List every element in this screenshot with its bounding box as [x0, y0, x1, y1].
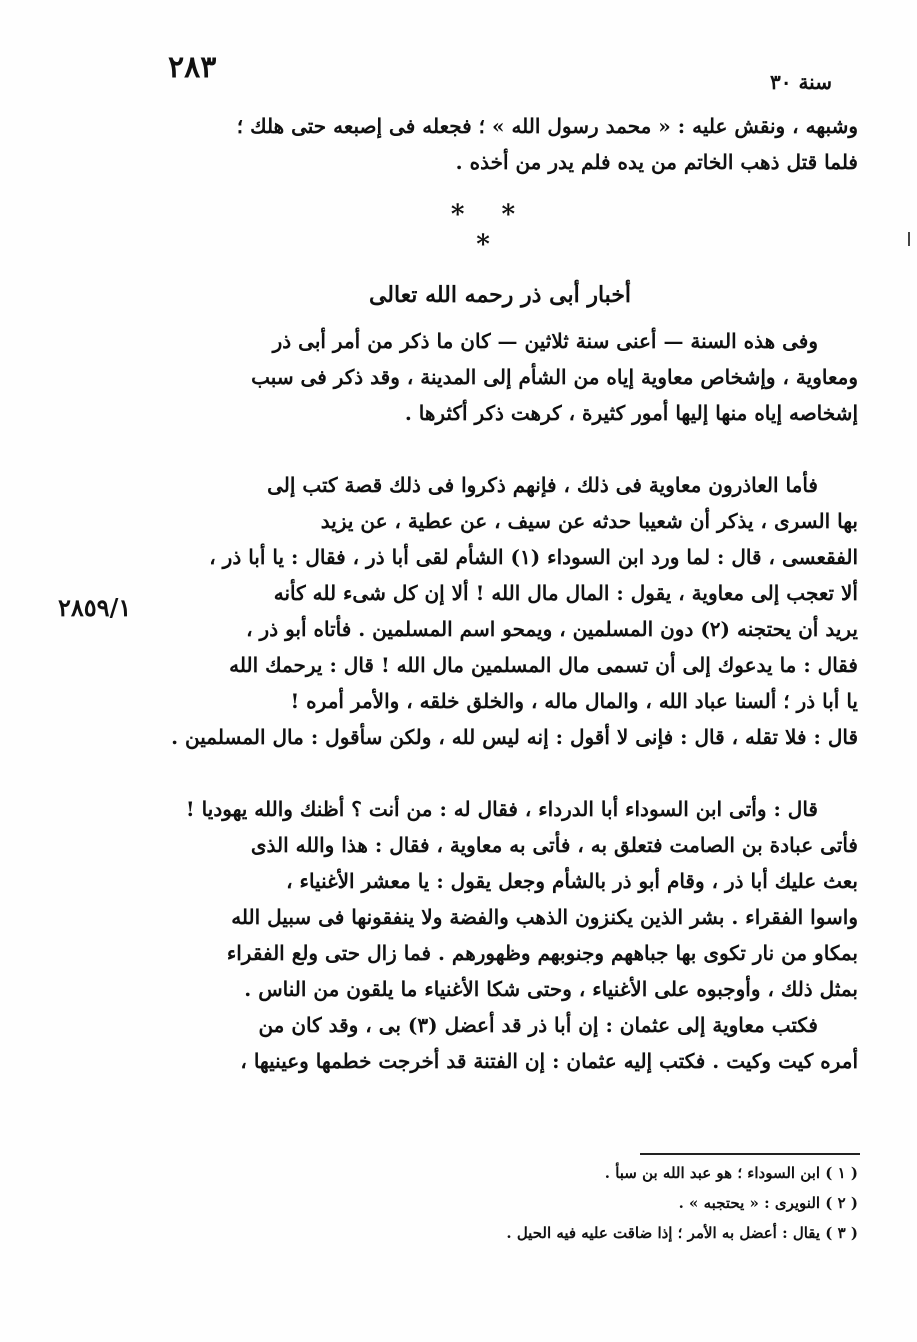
text-line: إشخاصه إياه منها إليها أمور كثيرة ، كرهت ذكر أكثرها .: [404, 401, 858, 425]
text-line: وفى هذه السنة — أعنى سنة ثلاثين — كان ما ذكر من أمر أبى ذر: [272, 329, 818, 353]
section-separator: * * *: [450, 200, 530, 260]
text-line: واسوا الفقراء . بشر الذين يكنزون الذهب والفضة ولا ينفقونها فى سبيل الله: [231, 905, 858, 929]
text-line: فقال : ما يدعوك إلى أن تسمى مال المسلمين مال الله ! قال : يرحمك الله: [229, 653, 858, 677]
paragraph-1: [150, 323, 858, 431]
running-head: سنة ٣٠: [770, 70, 832, 94]
text-line: فكتب معاوية إلى عثمان : إن أبا ذر قد أعضل (٣) بى ، وقد كان من: [258, 1013, 818, 1037]
text-line: بمثل ذلك ، وأوجبوه على الأغنياء ، وحتى شكا الأغنياء ما يلقون من الناس .: [244, 977, 858, 1001]
section-title: أخبار أبى ذر رحمه الله تعالى: [368, 282, 632, 308]
text-line: قال : وأتى ابن السوداء أبا الدرداء ، فقال له : من أنت ؟ أظنك والله يهوديا !: [185, 797, 818, 821]
text-line: أمره كيت وكيت . فكتب إليه عثمان : إن الفتنة قد أخرجت خطمها وعينيها ،: [240, 1049, 858, 1073]
page-number: ٢٨٣: [168, 50, 217, 85]
text-line: فأتى عبادة بن الصامت فتعلق به ، فأتى به معاوية ، فقال : هذا والله الذى: [250, 833, 858, 857]
margin-note: ٢٨٥٩/١: [58, 593, 132, 622]
footnote-rule: [640, 1153, 860, 1155]
text-line: قال : فلا تقله ، قال : فإنى لا أقول : إنه ليس لله ، ولكن سأقول : مال المسلمين .: [171, 725, 858, 749]
footnotes: [300, 1158, 858, 1248]
text-line: ومعاوية ، وإشخاص معاوية إياه من الشأم إلى المدينة ، وقد ذكر فى سبب: [251, 365, 858, 389]
intro-block: [150, 108, 858, 180]
text-line: الفقعسى ، قال : لما ورد ابن السوداء (١) الشأم لقى أبا ذر ، فقال : يا أبا ذر ،: [209, 545, 858, 569]
footnote: ( ١ ) ابن السوداء ؛ هو عبد الله بن سبأ .: [604, 1164, 858, 1182]
text-line: ألا تعجب إلى معاوية ، يقول : المال مال الله ! ألا إن كل شىء لله كأنه: [273, 581, 858, 605]
paragraph-4: [150, 1007, 858, 1079]
paragraph-3: [150, 791, 858, 1007]
text-line: يريد أن يحتجنه (٢) دون المسلمين ، ويمحو اسم المسلمين . فأتاه أبو ذر ،: [246, 617, 858, 641]
paragraph-2: [150, 467, 858, 755]
text-line: بها السرى ، يذكر أن شعيبا حدثه عن سيف ، عن عطية ، عن يزيد: [320, 509, 858, 533]
text-line: بمكاو من نار تكوى بها جباههم وجنوبهم وظهورهم . فما زال حتى ولع الفقراء: [226, 941, 858, 965]
text-line: فلما قتل ذهب الخاتم من يده فلم يدر من أخذه .: [455, 150, 858, 174]
text-line: يا أبا ذر ؛ ألسنا عباد الله ، والمال ماله ، والخلق خلقه ، والأمر أمره !: [290, 689, 858, 713]
text-line: وشبهه ، ونقش عليه : « محمد رسول الله » ؛ فجعله فى إصبعه حتى هلك ؛: [236, 114, 858, 138]
text-line: فأما العاذرون معاوية فى ذلك ، فإنهم ذكروا فى ذلك قصة كتب إلى: [267, 473, 818, 497]
edge-mark: [908, 232, 910, 246]
footnote: ( ٢ ) النويرى : « يحتجبه » .: [678, 1194, 858, 1212]
text-line: بعث عليك أبا ذر ، وقام أبو ذر بالشأم وجعل يقول : يا معشر الأغنياء ،: [286, 869, 858, 893]
footnote: ( ٣ ) يقال : أعضل به الأمر ؛ إذا ضاقت عليه فيه الحيل .: [506, 1224, 858, 1242]
